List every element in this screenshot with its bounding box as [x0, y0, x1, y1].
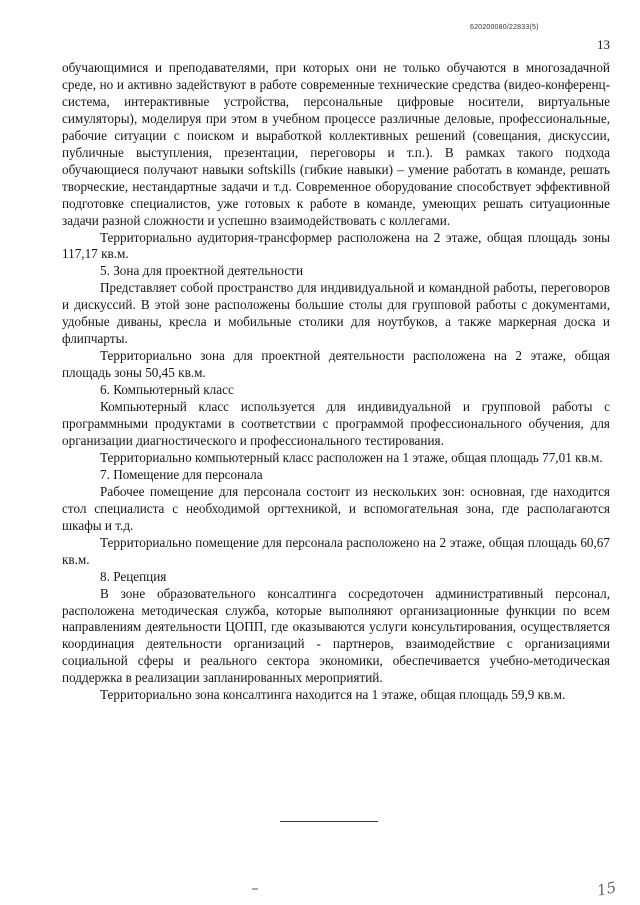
- paragraph: Территориально зона для проектной деятельности расположена на 2 этаже, общая площадь зоны 50,45 кв.м.: [62, 348, 610, 381]
- paragraph: Компьютерный класс используется для индивидуальной и групповой работы с программными продуктами в соответствии с программой профессионального обучения, для организации диагностического и профессионального тестирования.: [62, 399, 610, 448]
- paragraph: Рабочее помещение для персонала состоит из нескольких зон: основная, где находится стол специалиста с необходимой оргтехникой, и вспомогательная зона, где располагаются шкафы и т.д.: [62, 483, 610, 533]
- paragraph: Территориально зона консалтинга находится на 1 этаже, общая площадь 59,9 кв.м.: [100, 687, 566, 703]
- page-number: 13: [597, 37, 610, 52]
- document-body: [62, 60, 610, 704]
- handwritten-page-mark: 15: [595, 878, 618, 900]
- paragraph: Территориально аудитория-трансформер расположена на 2 этаже, общая площадь зоны 117,17 кв.м.: [62, 229, 610, 262]
- section-heading: 6. Компьютерный класс: [100, 382, 234, 398]
- scan-mark: [252, 888, 258, 890]
- paragraph: Представляет собой пространство для индивидуальной и командной работы, переговоров и дискуссий. В этой зоне расположены большие столы для групповой работы с документами, удобные диваны, кресла и мобильные столики для ноутбуков, а также маркерная доска и флипчарты.: [62, 280, 610, 347]
- paragraph: В зоне образовательного консалтинга сосредоточен административный персонал, расположена методическая служба, которые выполняют организационные функции по всем направлениям деятельности ЦОПП, где оказываются услуги консультирования, осуществляется координация деятельности организаций - партнеров, взаимодействие с организациями социальной сферы и реального сектора экономики, обеспечивается учебно-методическая поддержка в реализации запланированных мероприятий.: [62, 585, 610, 686]
- section-heading: 7. Помещение для персонала: [100, 466, 263, 482]
- end-divider-line: [280, 821, 378, 822]
- paragraph: Территориально помещение для персонала расположено на 2 этаже, общая площадь 60,67 кв.м.: [62, 534, 610, 567]
- section-heading: 5. Зона для проектной деятельности: [100, 263, 304, 279]
- section-heading: 8. Рецепция: [100, 568, 167, 584]
- document-number: 620200080/22833(5): [470, 24, 539, 31]
- paragraph: обучающимися и преподавателями, при которых они не только обучаются в многозадачной среде, но и активно задействуют в работе современные технические средства (видео-конференц-система, интерактивные устройства, персональные цифровые носители, виртуальные симуляторы), моделируя при этом в учебном процессе различные деловые, профессиональные, рабочие ситуации с поиском и выработкой коллективных решений (совещания, дискуссии, публичные выступления, презентации, переговоры и т.п.). В рамках такого подхода обучающиеся получают навыки softskills (гибкие навыки) – умение работать в команде, решать творческие, нестандартные задачи и т.д. Современное оборудование способствует эффективной подготовке специалистов, уже готовых к работе в команде, умеющих решать ситуационные задачи разной сложности и успешно взаимодействовать с коллегами.: [62, 60, 610, 228]
- paragraph: Территориально компьютерный класс расположен на 1 этаже, общая площадь 77,01 кв.м.: [100, 449, 603, 465]
